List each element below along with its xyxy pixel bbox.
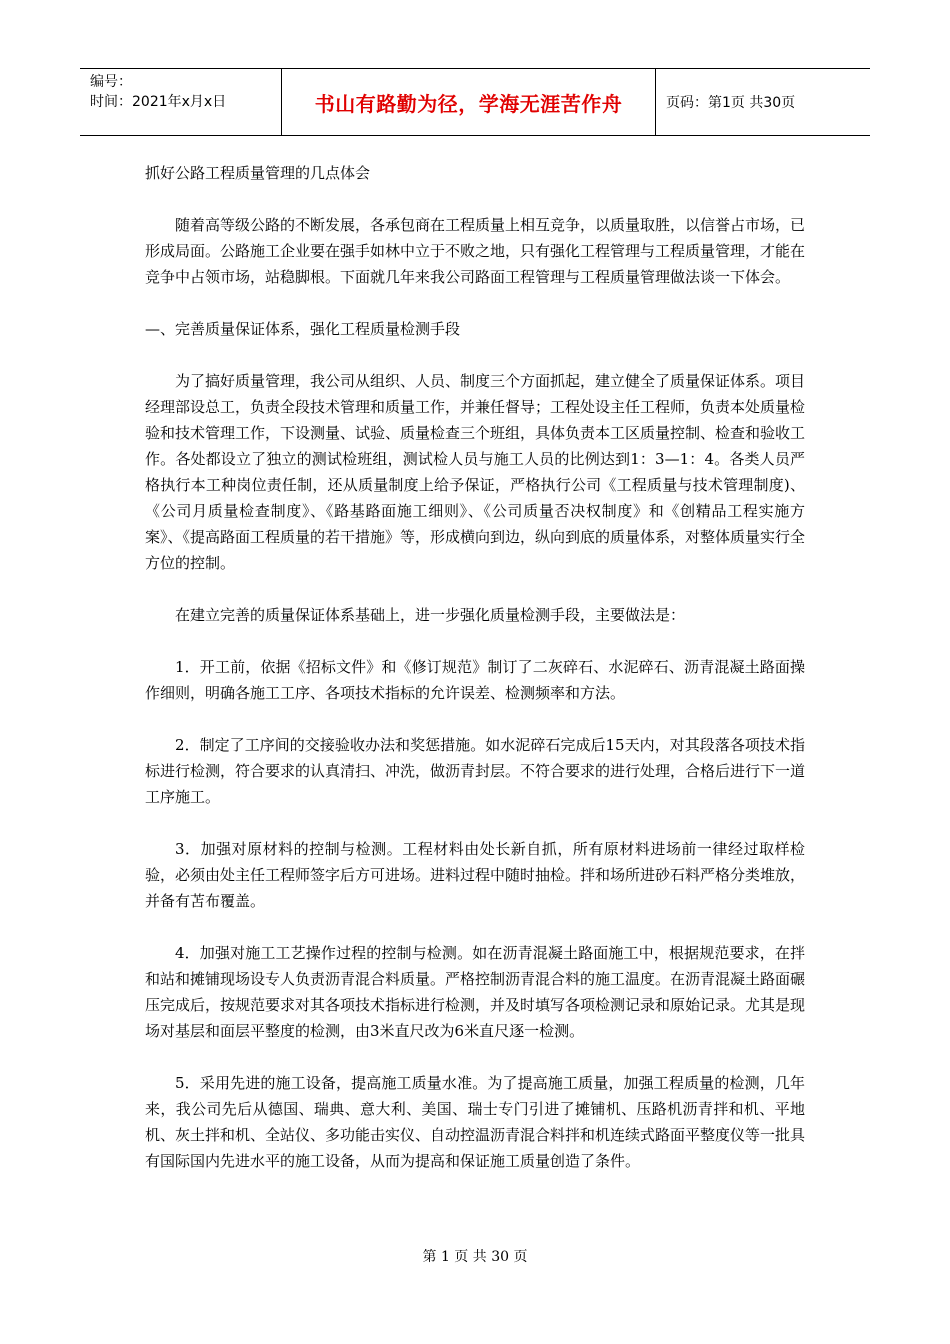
list-item: 3．加强对原材料的控制与检测。工程材料由处长新自抓，所有原材料进场前一律经过取样检验，必须由处主任工程师签字后方可进场。进料过程中随时抽检。拌和场所进砂石料严格分类堆放，并备有苫布覆盖。 xyxy=(145,840,806,910)
intro-paragraph: 随着高等级公路的不断发展，各承包商在工程质量上相互竞争，以质量取胜，以信誉占市场，已形成局面。公路施工企业要在强手如林中立于不败之地，只有强化工程管理与工程质量管理，才能在竞争中占领市场，站稳脚根。下面就几年来我公司路面工程管理与工程质量管理做法谈一下体会。 xyxy=(145,216,806,286)
motto-text: 书山有路勤为径，学海无涯苦作舟 xyxy=(314,91,623,116)
list-item: 1．开工前，依据《招标文件》和《修订规范》制订了二灰碎石、水泥碎石、沥青混凝土路面操作细则，明确各施工工序、各项技术指标的允许误差、检测频率和方法。 xyxy=(145,658,805,702)
header-meta-cell xyxy=(80,69,282,135)
motto-cell xyxy=(282,69,656,135)
list-item: 5．采用先进的施工设备，提高施工质量水准。为了提高施工质量，加强工程质量的检测，几年来，我公司先后从德国、瑞典、意大利、美国、瑞士专门引进了摊铺机、压路机沥青拌和机、平地机、灰土拌和机、全站仪、多功能击实仪、自动控温沥青混合料拌和机连续式路面平整度仪等一批具有国际国内先进水平的施工设备，从而为提高和保证施工质量创造了条件。 xyxy=(145,1074,806,1170)
document-title: 抓好公路工程质量管理的几点体会 xyxy=(145,164,371,182)
page-footer xyxy=(0,1246,950,1266)
number-label: 编号： xyxy=(90,74,132,90)
footer-page-number: 第 1 页 共 30 页 xyxy=(422,1249,528,1265)
list-item: 4．加强对施工工艺操作过程的控制与检测。如在沥青混凝土路面施工中，根据规范要求，在拌和站和摊铺现场设专人负责沥青混合料质量。严格控制沥青混合料的施工温度。在沥青混凝土路面碾压完成后，按规范要求对其各项技术指标进行检测，并及时填写各项检测记录和原始记录。尤其是现场对基层和面层平整度的检测，由3米直尺改为6米直尺逐一检测。 xyxy=(145,944,806,1040)
document-body xyxy=(145,160,805,1200)
list-item: 2．制定了工序间的交接验收办法和奖惩措施。如水泥碎石完成后15天内，对其段落各项技术指标进行检测，符合要求的认真清扫、冲洗，做沥青封层。不符合要求的进行处理，合格后进行下一道工序施工。 xyxy=(145,736,806,806)
section-heading: —、完善质量保证体系，强化工程质量检测手段 xyxy=(145,320,461,338)
page-info-text: 页码：第1页 共30页 xyxy=(666,95,796,111)
header-table xyxy=(80,68,870,136)
body-paragraph: 为了搞好质量管理，我公司从组织、人员、制度三个方面抓起，建立健全了质量保证体系。项目经理部设总工，负责全段技术管理和质量工作，并兼任督导；工程处设主任工程师，负责本处质量检验和技术管理工作，下设测量、试验、质量检查三个班组，具体负责本工区质量控制、检查和验收工作。各处都设立了独立的测试检班组，测试检人员与施工人员的比例达到1：3—1：4。各类人员严格执行本工种岗位责任制，还从质量制度上给予保证，严格执行公司《工程质量与技术管理制度)、《公司月质量检查制度》、《路基路面施工细则》、《公司质量否决权制度》和《创精品工程实施方案》、《提高路面工程质量的若干措施》等，形成横向到边，纵向到底的质量体系，对整体质量实行全方位的控制。 xyxy=(145,372,806,572)
page-info-cell xyxy=(656,69,870,135)
body-paragraph: 在建立完善的质量保证体系基础上，进一步强化质量检测手段，主要做法是： xyxy=(175,606,686,624)
time-label: 时间：2021年x月x日 xyxy=(90,94,227,110)
